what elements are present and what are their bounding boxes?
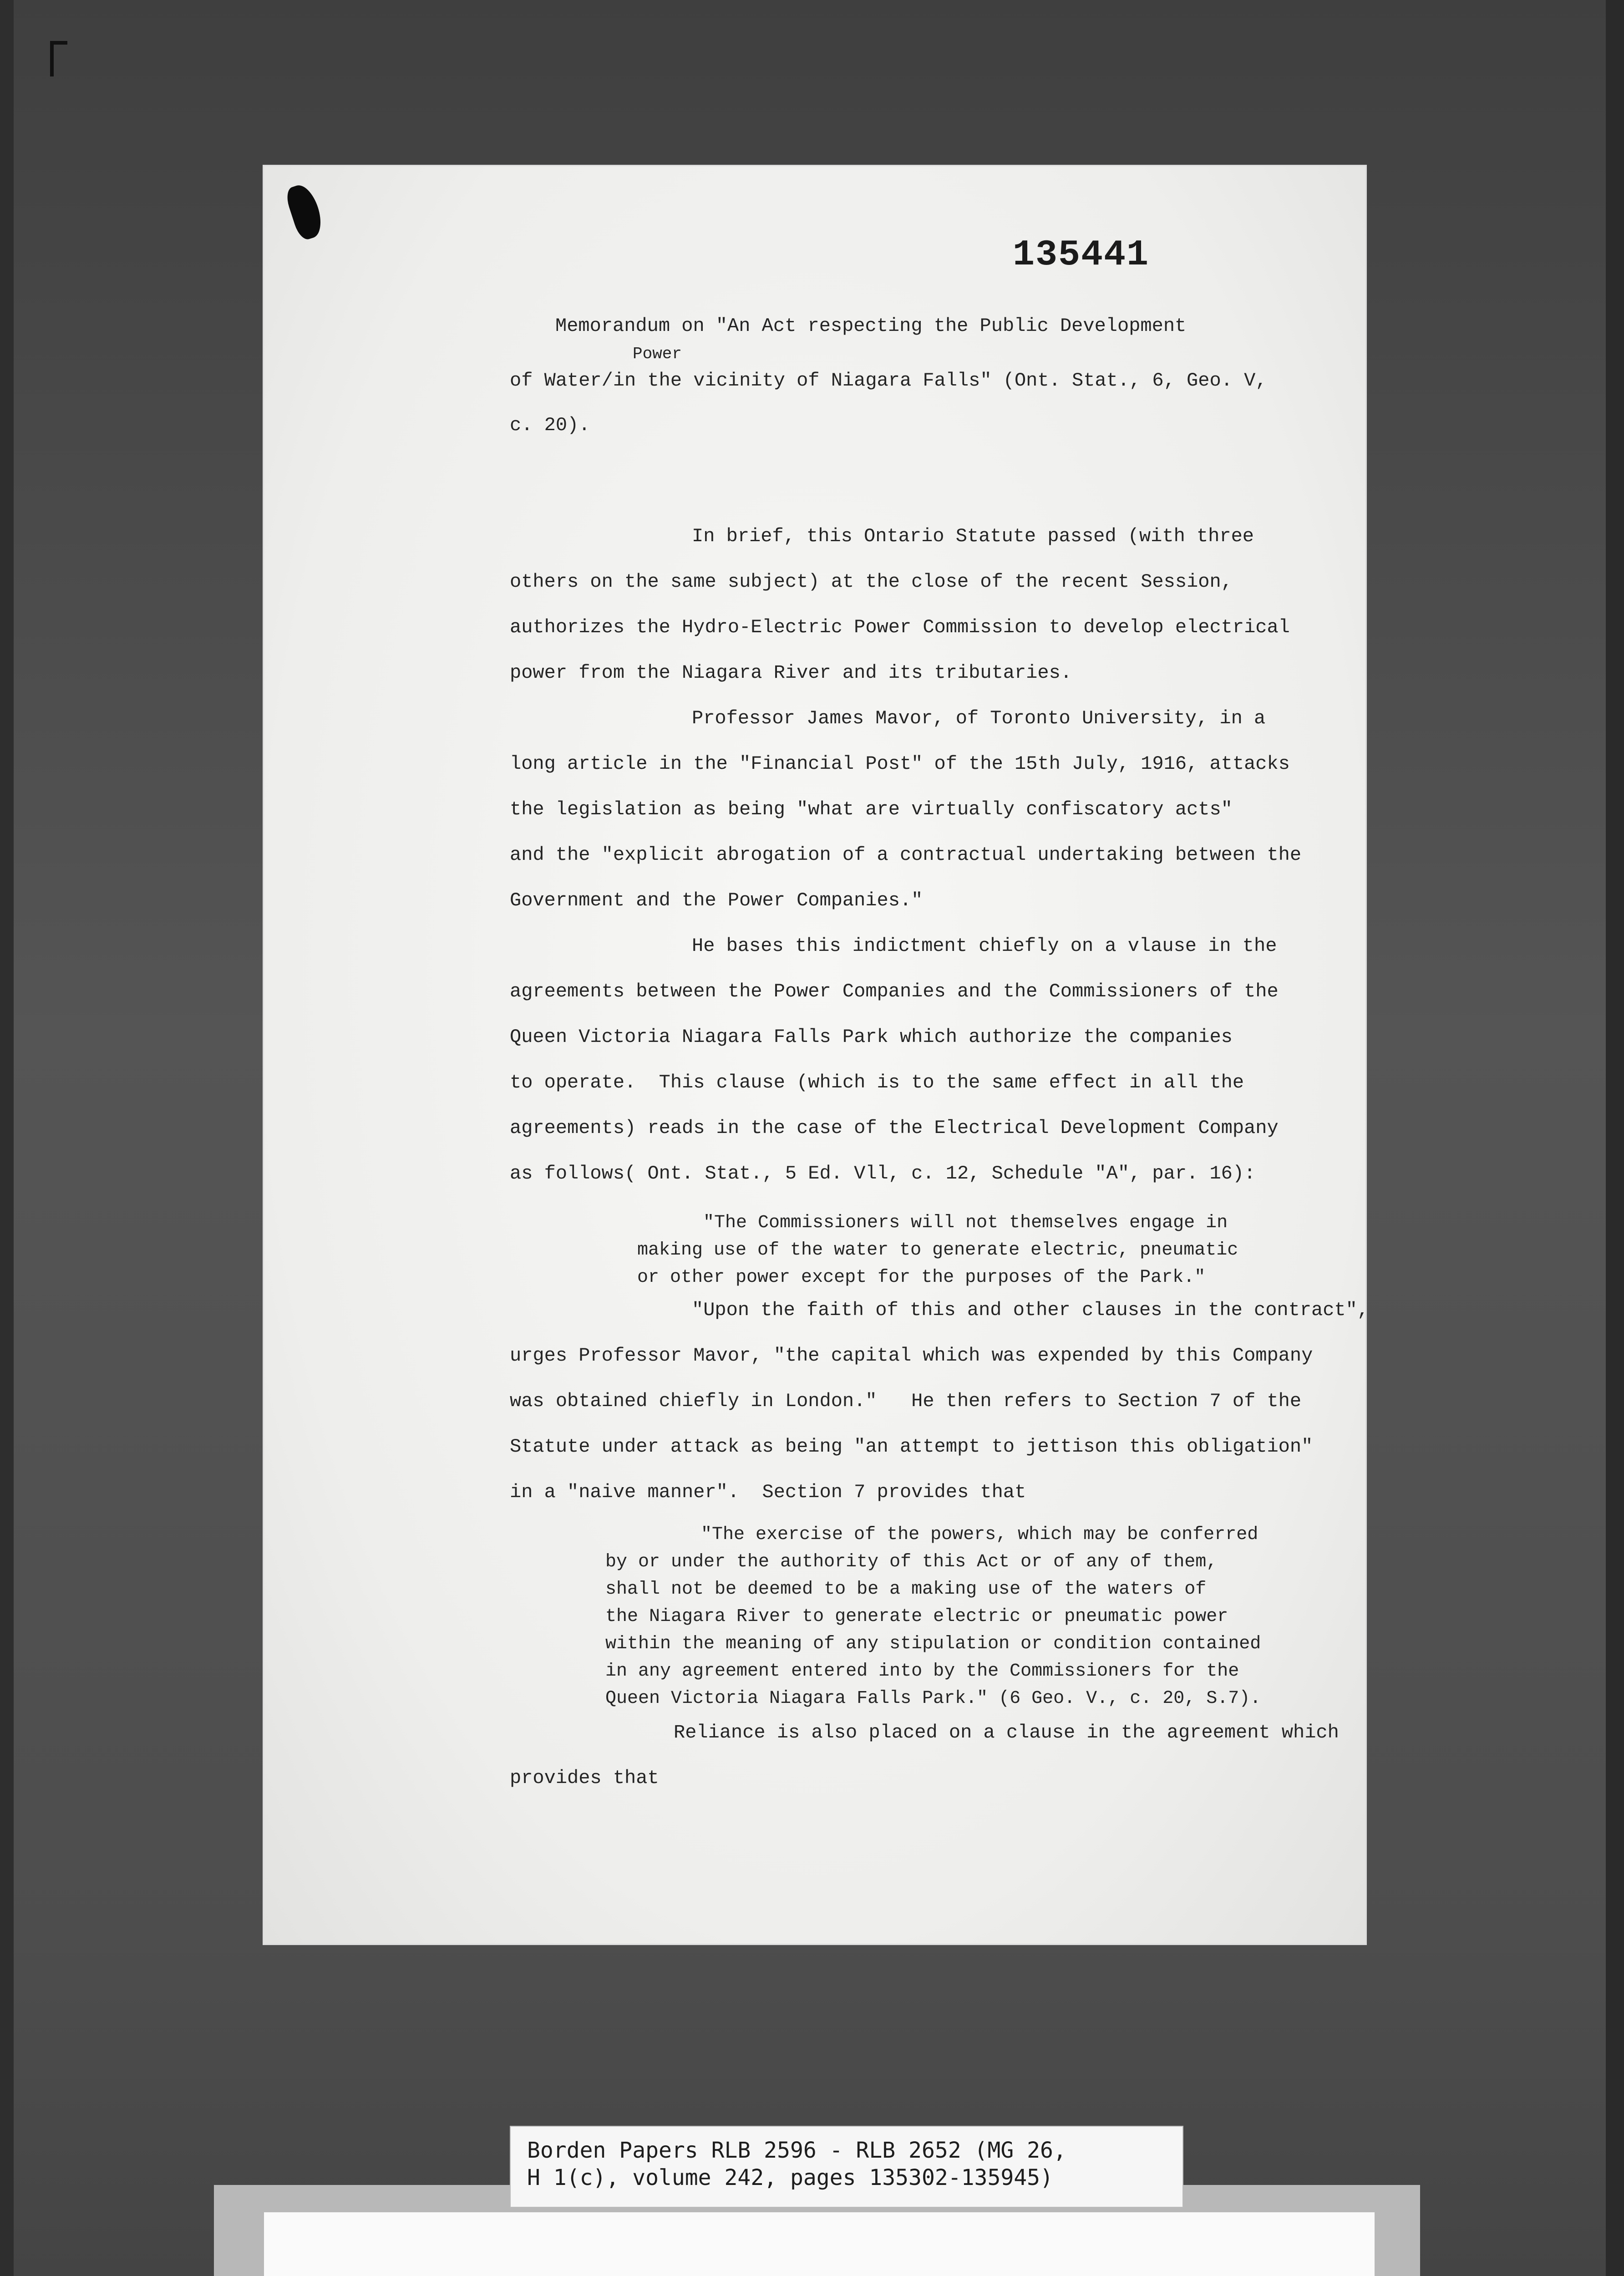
body-line: in a "naive manner". Section 7 provides that [510,1481,1026,1503]
body-line: agreements between the Power Companies and the Commissioners of the [510,981,1279,1002]
body-line: He bases this indictment chiefly on a vlause in the [692,935,1277,957]
quote-line: making use of the water to generate electric, pneumatic [637,1240,1238,1260]
quote-line: or other power except for the purposes of the Park." [637,1267,1206,1288]
quote-line: "The exercise of the powers, which may be conferred [701,1524,1259,1545]
reference-label-line: H 1(c), volume 242, pages 135302-135945) [527,2165,1053,2190]
quote-line: shall not be deemed to be a making use of the waters of [605,1579,1207,1600]
body-line: In brief, this Ontario Statute passed (with three [692,525,1254,547]
quote-line: within the meaning of any stipulation or condition contained [605,1634,1261,1654]
film-edge-right [1606,0,1624,2276]
body-line: to operate. This clause (which is to the same effect in all the [510,1072,1244,1093]
header-line: of Water/in the vicinity of Niagara Falls" (Ont. Stat., 6, Geo. V, [510,370,1267,391]
film-edge-left [0,0,14,2276]
body-line: "Upon the faith of this and other clauses in the contract", [692,1299,1369,1321]
body-line: Statute under attack as being "an attempt to jettison this obligation" [510,1436,1313,1458]
reference-label [510,2126,1183,2208]
quote-line: "The Commissioners will not themselves engage in [703,1213,1228,1233]
body-line: Government and the Power Companies." [510,889,923,911]
body-line: Queen Victoria Niagara Falls Park which authorize the companies [510,1026,1233,1048]
quote-line: by or under the authority of this Act or of any of them, [605,1552,1218,1572]
body-line: urges Professor Mavor, "the capital which was expended by this Company [510,1345,1313,1367]
header-line: Memorandum on "An Act respecting the Public Development [555,315,1187,337]
body-line: Professor James Mavor, of Toronto University, in a [692,707,1266,729]
reference-label-line: Borden Papers RLB 2596 - RLB 2652 (MG 26, [527,2138,1066,2163]
quote-line: Queen Victoria Niagara Falls Park." (6 Geo. V., c. 20, S.7). [605,1688,1261,1709]
body-line: as follows( Ont. Stat., 5 Ed. Vll, c. 12, Schedule "A", par. 16): [510,1163,1256,1184]
header-insert: Power [633,345,682,363]
quote-line: in any agreement entered into by the Commissioners for the [605,1661,1239,1682]
body-line: was obtained chiefly in London." He then refers to Section 7 of the [510,1390,1302,1412]
memorandum-page [264,166,1369,1944]
archives-card [264,2212,1375,2276]
quote-line: the Niagara River to generate electric or pneumatic power [605,1606,1228,1627]
crop-mark-icon [50,41,67,76]
body-line: and the "explicit abrogation of a contractual undertaking between the [510,844,1302,866]
body-line: Reliance is also placed on a clause in the agreement which [674,1722,1339,1743]
page-number: 135441 [1013,234,1150,276]
binder-hole-icon [284,182,326,242]
header-line: c. 20). [510,414,590,436]
body-line: others on the same subject) at the close of the recent Session, [510,571,1233,593]
body-line: long article in the "Financial Post" of the 15th July, 1916, attacks [510,753,1290,775]
body-line: the legislation as being "what are virtually confiscatory acts" [510,798,1233,820]
body-line: provides that [510,1767,659,1789]
body-line: authorizes the Hydro-Electric Power Commission to develop electrical [510,616,1290,638]
body-line: power from the Niagara River and its tributaries. [510,662,1072,684]
body-line: agreements) reads in the case of the Electrical Development Company [510,1117,1279,1139]
